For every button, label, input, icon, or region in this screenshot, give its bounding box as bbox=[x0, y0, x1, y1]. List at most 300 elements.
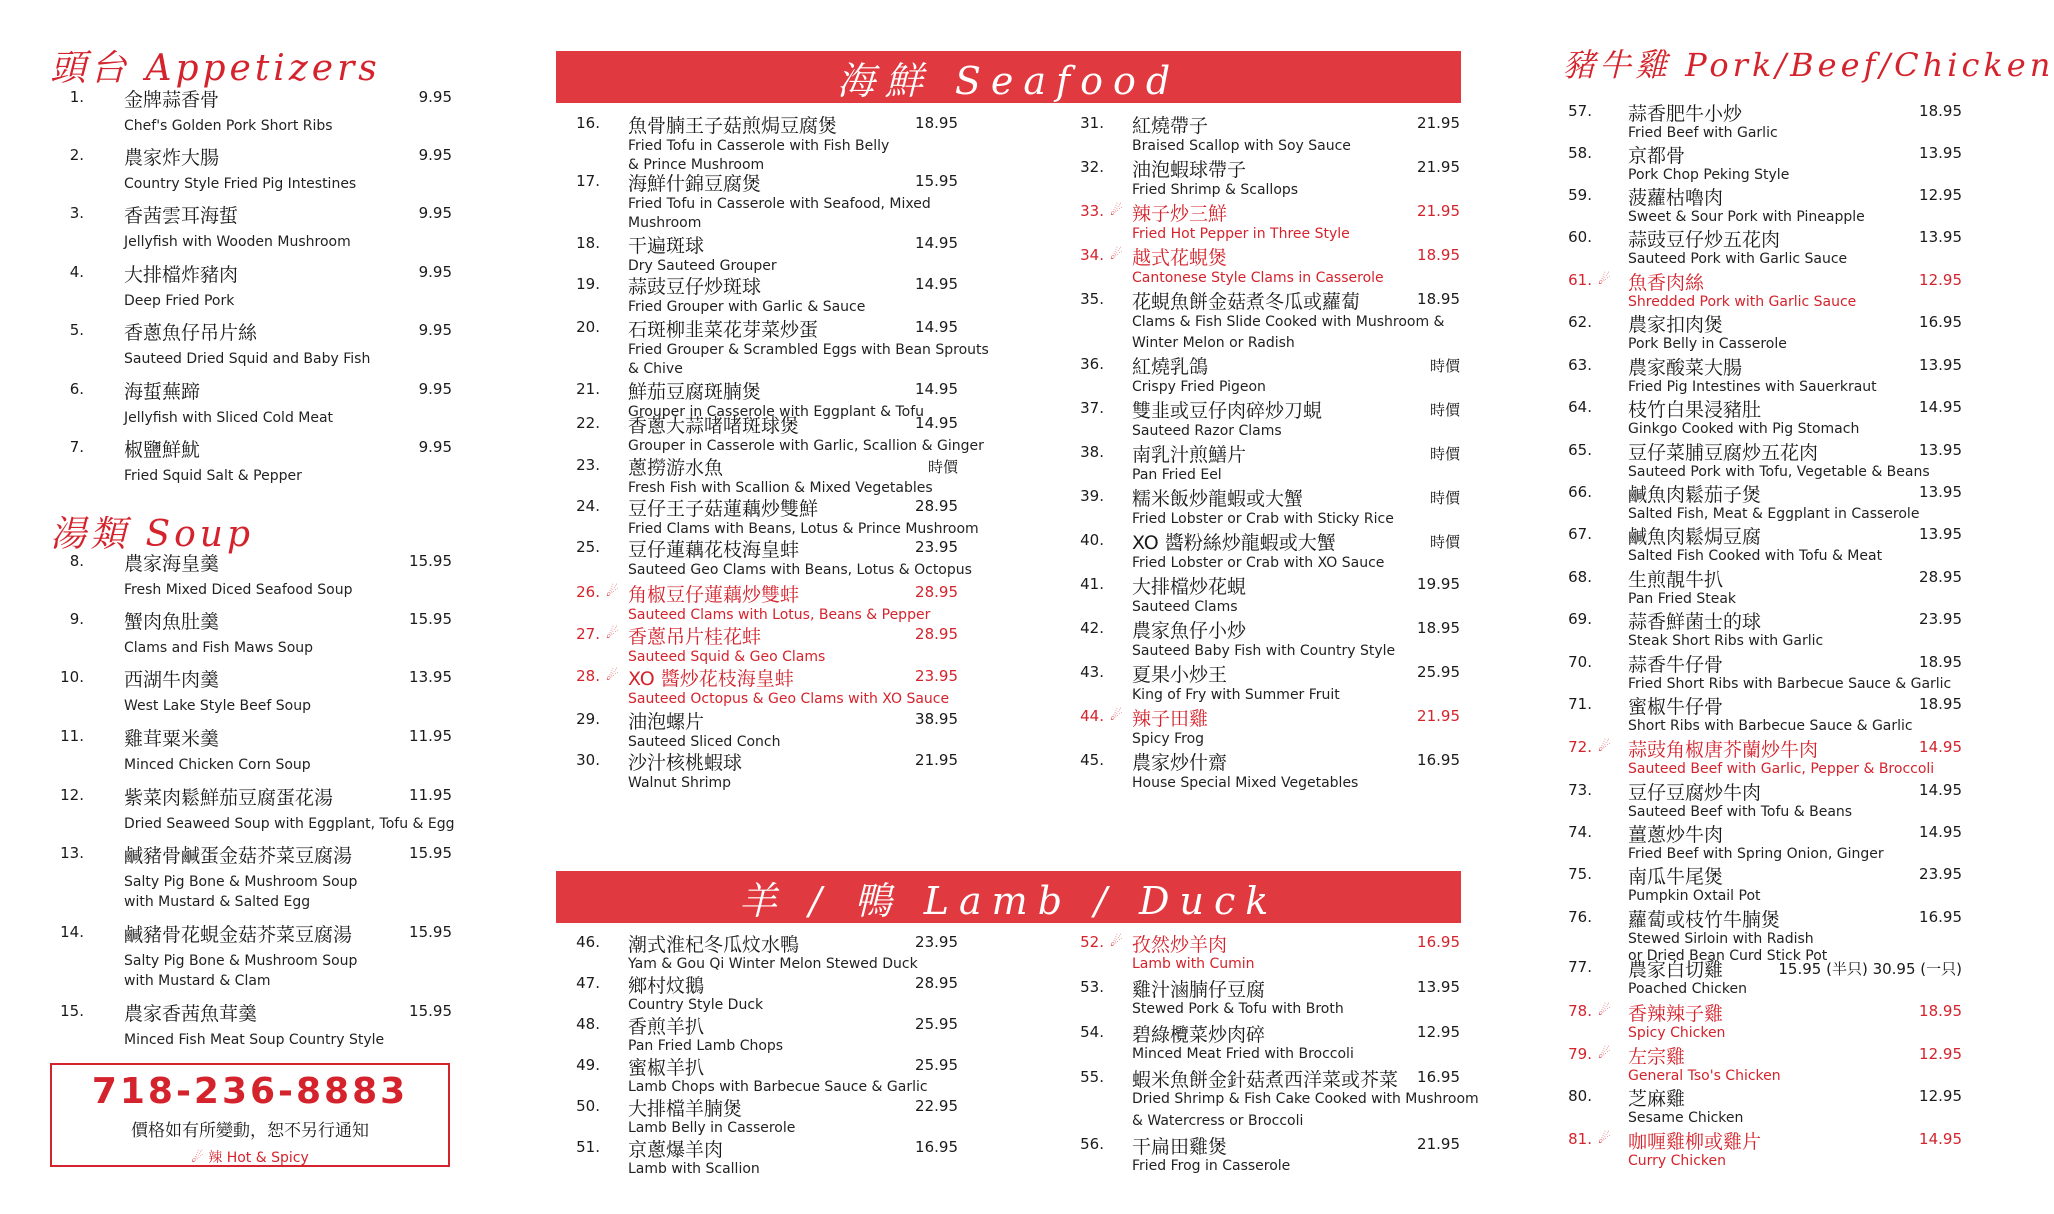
item-number: 11. bbox=[60, 727, 84, 745]
item-price: 15.95 bbox=[409, 1002, 452, 1020]
item-price: 25.95 bbox=[1417, 663, 1460, 681]
item-chinese-name: 農家香茜魚茸羹 bbox=[124, 1003, 258, 1025]
item-number: 45. bbox=[1080, 751, 1104, 769]
item-chinese-name: 油泡螺片 bbox=[628, 711, 705, 733]
item-chinese-name: 沙汁核桃蝦球 bbox=[628, 752, 743, 774]
item-price: 14.95 bbox=[915, 414, 958, 432]
item-english-name: Jellyfish with Wooden Mushroom bbox=[124, 234, 351, 250]
item-price: 23.95 bbox=[915, 538, 958, 556]
item-english-name: Steak Short Ribs with Garlic bbox=[1628, 633, 1824, 649]
item-english-name: Fried Beef with Garlic bbox=[1628, 125, 1778, 141]
item-price: 18.95 bbox=[1919, 1002, 1962, 1020]
item-number: 41. bbox=[1080, 575, 1104, 593]
appetizers-title: 頭台 Appetizers bbox=[50, 48, 381, 89]
item-chinese-name: 雙韭或豆仔肉碎炒刀蜆 bbox=[1132, 400, 1323, 422]
item-chinese-name: 海蜇蕪蹄 bbox=[124, 381, 201, 403]
item-english-name: Sauteed Dried Squid and Baby Fish bbox=[124, 351, 371, 367]
item-number: 32. bbox=[1080, 158, 1104, 176]
item-chinese-name: 椒鹽鮮魷 bbox=[124, 439, 201, 461]
item-chinese-name: 農家炸大腸 bbox=[124, 147, 220, 169]
item-number: 81. bbox=[1568, 1130, 1592, 1148]
item-english-name: Pan Fried Eel bbox=[1132, 467, 1222, 483]
item-price: 15.95 bbox=[409, 844, 452, 862]
item-number: 21. bbox=[576, 380, 600, 398]
item-english-name: Sauteed Clams bbox=[1132, 599, 1238, 615]
item-chinese-name: 豆仔豆腐炒牛肉 bbox=[1628, 782, 1762, 804]
item-number: 57. bbox=[1568, 102, 1592, 120]
item-chinese-name: 雞汁滷腩仔豆腐 bbox=[1132, 979, 1266, 1001]
item-chinese-name: 干扁田雞煲 bbox=[1132, 1136, 1228, 1158]
item-english-name: Pork Belly in Casserole bbox=[1628, 336, 1787, 352]
item-english-name: Yam & Gou Qi Winter Melon Stewed Duck bbox=[628, 956, 918, 972]
chili-icon: ☄ bbox=[1110, 247, 1123, 263]
item-number: 4. bbox=[69, 263, 84, 281]
item-price: 14.95 bbox=[1919, 398, 1962, 416]
item-price: 13.95 bbox=[409, 668, 452, 686]
item-price: 時價 bbox=[1429, 533, 1460, 551]
item-english-name: Short Ribs with Barbecue Sauce & Garlic bbox=[1628, 718, 1913, 734]
item-price: 13.95 bbox=[1919, 144, 1962, 162]
item-english-name: Chef's Golden Pork Short Ribs bbox=[124, 118, 333, 134]
chili-icon: ☄ bbox=[1110, 708, 1123, 724]
item-chinese-name: 大排檔炸豬肉 bbox=[124, 264, 239, 286]
item-chinese-name: 農家海皇羹 bbox=[124, 553, 220, 575]
item-number: 13. bbox=[60, 844, 84, 862]
item-price: 15.95 bbox=[409, 610, 452, 628]
item-number: 22. bbox=[576, 414, 600, 432]
item-price: 21.95 bbox=[915, 751, 958, 769]
chili-icon: ☄ bbox=[1598, 1046, 1611, 1062]
item-chinese-name: 花蜆魚餅金菇煮冬瓜或蘿蔔 bbox=[1132, 291, 1361, 313]
item-english-name: Sauteed Pork with Garlic Sauce bbox=[1628, 251, 1848, 267]
item-price: 15.95 bbox=[915, 172, 958, 190]
item-price: 23.95 bbox=[915, 933, 958, 951]
chili-icon: ☄ bbox=[1598, 1131, 1611, 1147]
item-number: 61. bbox=[1568, 271, 1592, 289]
item-price: 25.95 bbox=[915, 1015, 958, 1033]
item-price: 15.95 bbox=[409, 552, 452, 570]
soup-title: 湯類 Soup bbox=[50, 514, 255, 555]
item-chinese-name: 芝麻雞 bbox=[1628, 1088, 1686, 1110]
item-english-name: Cantonese Style Clams in Casserole bbox=[1132, 270, 1384, 286]
item-chinese-name: 紅燒帶子 bbox=[1132, 115, 1209, 137]
item-chinese-name: 菠蘿枯嚕肉 bbox=[1628, 187, 1724, 209]
item-chinese-name: 蒜豉豆仔炒五花肉 bbox=[1628, 229, 1781, 251]
item-english-name: Minced Fish Meat Soup Country Style bbox=[124, 1032, 385, 1048]
item-chinese-name: 香蔥魚仔吊片絲 bbox=[124, 322, 258, 344]
item-chinese-name: 蒜香牛仔骨 bbox=[1628, 654, 1724, 676]
item-number: 42. bbox=[1080, 619, 1104, 637]
item-english-name-line2: & Prince Mushroom bbox=[628, 157, 765, 173]
item-chinese-name: 金牌蒜香骨 bbox=[124, 89, 220, 111]
item-number: 66. bbox=[1568, 483, 1592, 501]
item-english-name: Spicy Frog bbox=[1132, 731, 1205, 747]
item-english-name: House Special Mixed Vegetables bbox=[1132, 775, 1359, 791]
item-number: 37. bbox=[1080, 399, 1104, 417]
item-number: 2. bbox=[69, 146, 84, 164]
item-english-name: Fried Tofu in Casserole with Fish Belly bbox=[628, 138, 890, 154]
item-english-name: Fried Lobster or Crab with Sticky Rice bbox=[1132, 511, 1394, 527]
item-number: 67. bbox=[1568, 525, 1592, 543]
item-price: 18.95 bbox=[915, 114, 958, 132]
item-number: 24. bbox=[576, 497, 600, 515]
item-chinese-name: 香茜雲耳海蜇 bbox=[124, 205, 239, 227]
item-chinese-name: 石斑柳韭菜花芽菜炒蛋 bbox=[628, 319, 819, 341]
item-price: 13.95 bbox=[1919, 525, 1962, 543]
item-number: 44. bbox=[1080, 707, 1104, 725]
item-price: 14.95 bbox=[915, 318, 958, 336]
item-english-name: Fried Squid Salt & Pepper bbox=[124, 468, 302, 484]
item-chinese-name: 鹹豬骨花蜆金菇芥菜豆腐湯 bbox=[124, 924, 353, 946]
item-english-name: Sauteed Sliced Conch bbox=[628, 734, 781, 750]
chili-icon: ☄ bbox=[606, 584, 619, 600]
item-english-name: Fried Frog in Casserole bbox=[1132, 1158, 1291, 1174]
item-english-name: West Lake Style Beef Soup bbox=[124, 698, 311, 714]
item-english-name: Salted Fish Cooked with Tofu & Meat bbox=[1628, 548, 1883, 564]
item-chinese-name: 越式花蜆煲 bbox=[1132, 247, 1228, 269]
item-price: 9.95 bbox=[418, 204, 452, 222]
item-number: 63. bbox=[1568, 356, 1592, 374]
item-chinese-name: 角椒豆仔蓮藕炒雙蚌 bbox=[628, 584, 800, 606]
item-number: 33. bbox=[1080, 202, 1104, 220]
item-number: 7. bbox=[69, 438, 84, 456]
item-price: 13.95 bbox=[1417, 978, 1460, 996]
item-price: 13.95 bbox=[1919, 441, 1962, 459]
item-price: 14.95 bbox=[1919, 738, 1962, 756]
item-price: 9.95 bbox=[418, 321, 452, 339]
item-price: 15.95 bbox=[409, 923, 452, 941]
item-price: 14.95 bbox=[1919, 1130, 1962, 1148]
item-chinese-name: 鹹魚肉鬆茄子煲 bbox=[1628, 484, 1762, 506]
item-number: 78. bbox=[1568, 1002, 1592, 1020]
item-number: 40. bbox=[1080, 531, 1104, 549]
item-number: 48. bbox=[576, 1015, 600, 1033]
item-number: 3. bbox=[69, 204, 84, 222]
item-english-name: Sauteed Pork with Tofu, Vegetable & Beans bbox=[1628, 464, 1930, 480]
item-price: 時價 bbox=[1429, 357, 1460, 375]
item-chinese-name: 鄉村炆鵝 bbox=[628, 975, 705, 997]
item-chinese-name: 鮮茄豆腐斑腩煲 bbox=[628, 381, 762, 403]
contact-box bbox=[50, 1063, 450, 1167]
chili-icon: ☄ bbox=[1598, 1003, 1611, 1019]
item-price: 16.95 bbox=[1919, 908, 1962, 926]
item-number: 79. bbox=[1568, 1045, 1592, 1063]
item-price: 21.95 bbox=[1417, 114, 1460, 132]
item-english-name: Stewed Sirloin with Radish bbox=[1628, 931, 1814, 947]
item-price: 13.95 bbox=[1919, 483, 1962, 501]
item-chinese-name: 蘿蔔或枝竹牛腩煲 bbox=[1628, 909, 1781, 931]
item-number: 9. bbox=[69, 610, 84, 628]
item-english-name-line2: Mushroom bbox=[628, 215, 702, 231]
item-english-name: Sauteed Baby Fish with Country Style bbox=[1132, 643, 1396, 659]
item-english-name: King of Fry with Summer Fruit bbox=[1132, 687, 1340, 703]
item-chinese-name: 京蔥爆羊肉 bbox=[628, 1139, 724, 1161]
item-price: 時價 bbox=[1429, 401, 1460, 419]
item-price: 23.95 bbox=[915, 667, 958, 685]
item-english-name: Crispy Fried Pigeon bbox=[1132, 379, 1266, 395]
item-number: 47. bbox=[576, 974, 600, 992]
item-chinese-name: 農家魚仔小炒 bbox=[1132, 620, 1247, 642]
item-price: 22.95 bbox=[915, 1097, 958, 1115]
item-chinese-name: 蒜香肥牛小炒 bbox=[1628, 103, 1743, 125]
item-number: 12. bbox=[60, 786, 84, 804]
item-price: 28.95 bbox=[1919, 568, 1962, 586]
item-chinese-name: 西湖牛肉羹 bbox=[124, 669, 220, 691]
item-english-name: Ginkgo Cooked with Pig Stomach bbox=[1628, 421, 1860, 437]
item-chinese-name: 農家白切雞 bbox=[1628, 959, 1724, 981]
item-english-name: Pan Fried Lamb Chops bbox=[628, 1038, 784, 1054]
item-number: 39. bbox=[1080, 487, 1104, 505]
chili-icon: ☄ bbox=[1598, 272, 1611, 288]
item-chinese-name: 香蔥吊片桂花蚌 bbox=[628, 626, 762, 648]
item-english-name: Spicy Chicken bbox=[1628, 1025, 1726, 1041]
item-english-name: Lamb Belly in Casserole bbox=[628, 1120, 796, 1136]
chili-icon: ☄ bbox=[1110, 203, 1123, 219]
item-number: 53. bbox=[1080, 978, 1104, 996]
item-price: 18.95 bbox=[1919, 653, 1962, 671]
item-price: 16.95 bbox=[1417, 1068, 1460, 1086]
item-chinese-name: 豆仔王子菇蓮藕炒雙鮮 bbox=[628, 498, 819, 520]
item-english-name: Country Style Fried Pig Intestines bbox=[124, 176, 357, 192]
item-english-name: Fried Clams with Beans, Lotus & Prince Mushroom bbox=[628, 521, 979, 537]
item-number: 71. bbox=[1568, 695, 1592, 713]
item-number: 30. bbox=[576, 751, 600, 769]
item-price: 21.95 bbox=[1417, 202, 1460, 220]
chili-icon: ☄ bbox=[606, 668, 619, 684]
item-chinese-name: 豆仔菜脯豆腐炒五花肉 bbox=[1628, 442, 1819, 464]
item-number: 50. bbox=[576, 1097, 600, 1115]
item-chinese-name: 魚骨腩王子菇煎焗豆腐煲 bbox=[628, 115, 838, 137]
item-chinese-name: 農家炒什齋 bbox=[1132, 752, 1228, 774]
item-english-name: Sauteed Beef with Tofu & Beans bbox=[1628, 804, 1853, 820]
pork-beef-chicken-title: 豬牛雞 Pork/Beef/Chicken bbox=[1563, 46, 2054, 84]
item-number: 80. bbox=[1568, 1087, 1592, 1105]
item-chinese-name: 干遍斑球 bbox=[628, 235, 705, 257]
item-number: 27. bbox=[576, 625, 600, 643]
item-english-name: Fried Hot Pepper in Three Style bbox=[1132, 226, 1350, 242]
lamb-duck-banner: 羊 / 鴨 Lamb / Duck bbox=[556, 871, 1461, 923]
item-chinese-name: 糯米飯炒龍蝦或大蟹 bbox=[1132, 488, 1304, 510]
item-price: 14.95 bbox=[1919, 781, 1962, 799]
item-english-name: Poached Chicken bbox=[1628, 981, 1747, 997]
item-price: 12.95 bbox=[1919, 271, 1962, 289]
item-chinese-name: 鹹豬骨鹹蛋金菇芥菜豆腐湯 bbox=[124, 845, 353, 867]
item-number: 64. bbox=[1568, 398, 1592, 416]
item-english-name: Fresh Mixed Diced Seafood Soup bbox=[124, 582, 353, 598]
item-chinese-name: 豆仔蓮藕花枝海皇蚌 bbox=[628, 539, 800, 561]
item-chinese-name: 農家酸菜大腸 bbox=[1628, 357, 1743, 379]
item-number: 36. bbox=[1080, 355, 1104, 373]
item-price: 14.95 bbox=[1919, 823, 1962, 841]
item-english-name: Sauteed Beef with Garlic, Pepper & Broccoli bbox=[1628, 761, 1935, 777]
item-chinese-name: 枝竹白果浸豬肚 bbox=[1628, 399, 1762, 421]
item-chinese-name: 香蔥大蒜啫啫斑球煲 bbox=[628, 415, 800, 437]
item-english-name: Dried Seaweed Soup with Eggplant, Tofu & Egg bbox=[124, 816, 455, 832]
item-chinese-name: 大排檔羊腩煲 bbox=[628, 1098, 743, 1120]
item-number: 16. bbox=[576, 114, 600, 132]
item-chinese-name: 咖喱雞柳或雞片 bbox=[1628, 1131, 1762, 1153]
item-price: 18.95 bbox=[1417, 246, 1460, 264]
item-price: 23.95 bbox=[1919, 865, 1962, 883]
item-chinese-name: 香辣辣子雞 bbox=[1628, 1003, 1724, 1025]
item-english-name-line2: Winter Melon or Radish bbox=[1132, 335, 1295, 351]
item-english-name: Fried Grouper & Scrambled Eggs with Bean Sprouts bbox=[628, 342, 989, 358]
item-english-name: Sauteed Clams with Lotus, Beans & Pepper bbox=[628, 607, 931, 623]
item-chinese-name: 辣子炒三鮮 bbox=[1132, 203, 1228, 225]
item-price: 28.95 bbox=[915, 583, 958, 601]
item-english-name: Salted Fish, Meat & Eggplant in Casserole bbox=[1628, 506, 1920, 522]
item-english-name: Stewed Pork & Tofu with Broth bbox=[1132, 1001, 1344, 1017]
item-number: 31. bbox=[1080, 114, 1104, 132]
item-number: 49. bbox=[576, 1056, 600, 1074]
item-price: 時價 bbox=[1429, 445, 1460, 463]
item-english-name: Country Style Duck bbox=[628, 997, 764, 1013]
item-chinese-name: 碧綠欖菜炒肉碎 bbox=[1132, 1024, 1266, 1046]
item-english-name: Dried Shrimp & Fish Cake Cooked with Mushroom bbox=[1132, 1091, 1479, 1107]
item-number: 46. bbox=[576, 933, 600, 951]
item-chinese-name: 蒜豉角椒唐芥蘭炒牛肉 bbox=[1628, 739, 1819, 761]
item-chinese-name: 潮式淮杞冬瓜炆水鴨 bbox=[628, 934, 800, 956]
item-chinese-name: 蜜椒羊扒 bbox=[628, 1057, 705, 1079]
item-chinese-name: 薑蔥炒牛肉 bbox=[1628, 824, 1724, 846]
item-price: 14.95 bbox=[915, 275, 958, 293]
item-price: 13.95 bbox=[1919, 228, 1962, 246]
item-number: 56. bbox=[1080, 1135, 1104, 1153]
item-english-name: Grouper in Casserole with Garlic, Scallion & Ginger bbox=[628, 438, 984, 454]
item-chinese-name: 南乳汁煎鱔片 bbox=[1132, 444, 1247, 466]
item-number: 29. bbox=[576, 710, 600, 728]
item-chinese-name: XO 醬粉絲炒龍蝦或大蟹 bbox=[1132, 532, 1336, 554]
item-chinese-name: 油泡蝦球帶子 bbox=[1132, 159, 1247, 181]
item-chinese-name: 魚香肉絲 bbox=[1628, 272, 1705, 294]
item-number: 28. bbox=[576, 667, 600, 685]
item-english-name: Shredded Pork with Garlic Sauce bbox=[1628, 294, 1857, 310]
item-english-name: Fried Grouper with Garlic & Sauce bbox=[628, 299, 866, 315]
item-english-name: Sesame Chicken bbox=[1628, 1110, 1744, 1126]
item-chinese-name: 大排檔炒花蜆 bbox=[1132, 576, 1247, 598]
item-chinese-name: 辣子田雞 bbox=[1132, 708, 1209, 730]
item-price: 16.95 bbox=[1417, 933, 1460, 951]
item-chinese-name: 生煎靚牛扒 bbox=[1628, 569, 1724, 591]
item-price: 14.95 bbox=[915, 234, 958, 252]
pork-beef-chicken-list bbox=[1548, 0, 1962, 1214]
item-english-name: Sauteed Octopus & Geo Clams with XO Sauce bbox=[628, 691, 950, 707]
item-number: 65. bbox=[1568, 441, 1592, 459]
item-chinese-name: 香煎羊扒 bbox=[628, 1016, 705, 1038]
item-price: 9.95 bbox=[418, 438, 452, 456]
item-english-name: Fried Tofu in Casserole with Seafood, Mixed bbox=[628, 196, 931, 212]
item-english-name: Fried Lobster or Crab with XO Sauce bbox=[1132, 555, 1385, 571]
item-price: 28.95 bbox=[915, 497, 958, 515]
item-price: 時價 bbox=[1429, 489, 1460, 507]
item-chinese-name: 蟹肉魚肚羹 bbox=[124, 611, 220, 633]
item-price: 12.95 bbox=[1919, 1045, 1962, 1063]
item-number: 15. bbox=[60, 1002, 84, 1020]
item-english-name: Sauteed Geo Clams with Beans, Lotus & Octopus bbox=[628, 562, 972, 578]
item-price: 15.95 (半只) 30.95 (一只) bbox=[1778, 960, 1962, 978]
item-english-name: Deep Fried Pork bbox=[124, 293, 235, 309]
item-number: 17. bbox=[576, 172, 600, 190]
item-english-name: Pumpkin Oxtail Pot bbox=[1628, 888, 1761, 904]
item-number: 73. bbox=[1568, 781, 1592, 799]
item-english-name: General Tso's Chicken bbox=[1628, 1068, 1781, 1084]
item-number: 43. bbox=[1080, 663, 1104, 681]
item-number: 55. bbox=[1080, 1068, 1104, 1086]
item-chinese-name: 紫菜肉鬆鮮茄豆腐蛋花湯 bbox=[124, 787, 334, 809]
item-price: 21.95 bbox=[1417, 1135, 1460, 1153]
item-price: 19.95 bbox=[1417, 575, 1460, 593]
item-number: 68. bbox=[1568, 568, 1592, 586]
item-english-name-line2: & Chive bbox=[628, 361, 683, 377]
item-number: 25. bbox=[576, 538, 600, 556]
item-number: 34. bbox=[1080, 246, 1104, 264]
item-number: 69. bbox=[1568, 610, 1592, 628]
item-english-name: Pan Fried Steak bbox=[1628, 591, 1737, 607]
item-number: 75. bbox=[1568, 865, 1592, 883]
item-price: 16.95 bbox=[1417, 751, 1460, 769]
item-number: 14. bbox=[60, 923, 84, 941]
item-price: 12.95 bbox=[1919, 1087, 1962, 1105]
chili-icon: ☄ bbox=[191, 1150, 204, 1166]
item-price: 18.95 bbox=[1417, 619, 1460, 637]
item-english-name: Lamb with Cumin bbox=[1132, 956, 1255, 972]
item-number: 51. bbox=[576, 1138, 600, 1156]
item-chinese-name: 蜜椒牛仔骨 bbox=[1628, 696, 1724, 718]
item-english-name: Fried Short Ribs with Barbecue Sauce & Garlic bbox=[1628, 676, 1952, 692]
lamb-duck-right-list bbox=[1060, 0, 1479, 1214]
item-price: 16.95 bbox=[915, 1138, 958, 1156]
item-number: 74. bbox=[1568, 823, 1592, 841]
item-number: 26. bbox=[576, 583, 600, 601]
hot-spicy-legend bbox=[52, 1147, 448, 1167]
item-chinese-name: 南瓜牛尾煲 bbox=[1628, 866, 1724, 888]
item-number: 5. bbox=[69, 321, 84, 339]
item-price: 21.95 bbox=[1417, 707, 1460, 725]
item-price: 時價 bbox=[927, 458, 958, 476]
item-price: 9.95 bbox=[418, 146, 452, 164]
item-chinese-name: 雞茸粟米羹 bbox=[124, 728, 220, 750]
item-price: 9.95 bbox=[418, 88, 452, 106]
item-number: 52. bbox=[1080, 933, 1104, 951]
item-english-name: Sauteed Razor Clams bbox=[1132, 423, 1282, 439]
price-notice: 價格如有所變動，恕不另行通知 bbox=[131, 1121, 369, 1141]
item-price: 12.95 bbox=[1919, 186, 1962, 204]
item-price: 18.95 bbox=[1417, 290, 1460, 308]
item-price: 28.95 bbox=[915, 974, 958, 992]
item-price: 28.95 bbox=[915, 625, 958, 643]
item-english-name-line2: & Watercress or Broccoli bbox=[1132, 1113, 1304, 1129]
chili-icon: ☄ bbox=[1598, 739, 1611, 755]
item-number: 77. bbox=[1568, 958, 1592, 976]
item-chinese-name: 鹹魚肉鬆焗豆腐 bbox=[1628, 526, 1762, 548]
item-price: 11.95 bbox=[409, 727, 452, 745]
item-english-name: Minced Chicken Corn Soup bbox=[124, 757, 311, 773]
item-english-name: Sweet & Sour Pork with Pineapple bbox=[1628, 209, 1865, 225]
item-number: 6. bbox=[69, 380, 84, 398]
item-english-name: Clams & Fish Slide Cooked with Mushroom & bbox=[1132, 314, 1445, 330]
chili-icon: ☄ bbox=[1110, 934, 1123, 950]
item-number: 1. bbox=[69, 88, 84, 106]
item-english-name: Lamb with Scallion bbox=[628, 1161, 760, 1177]
item-english-name: Lamb Chops with Barbecue Sauce & Garlic bbox=[628, 1079, 928, 1095]
item-number: 8. bbox=[69, 552, 84, 570]
seafood-banner: 海鮮 Seafood bbox=[556, 51, 1461, 103]
item-chinese-name: 蝦米魚餅金針菇煮西洋菜或芥菜 bbox=[1132, 1069, 1399, 1091]
item-price: 14.95 bbox=[915, 380, 958, 398]
item-chinese-name: 左宗雞 bbox=[1628, 1046, 1686, 1068]
item-english-name: Minced Meat Fried with Broccoli bbox=[1132, 1046, 1354, 1062]
item-english-name: Fried Pig Intestines with Sauerkraut bbox=[1628, 379, 1877, 395]
